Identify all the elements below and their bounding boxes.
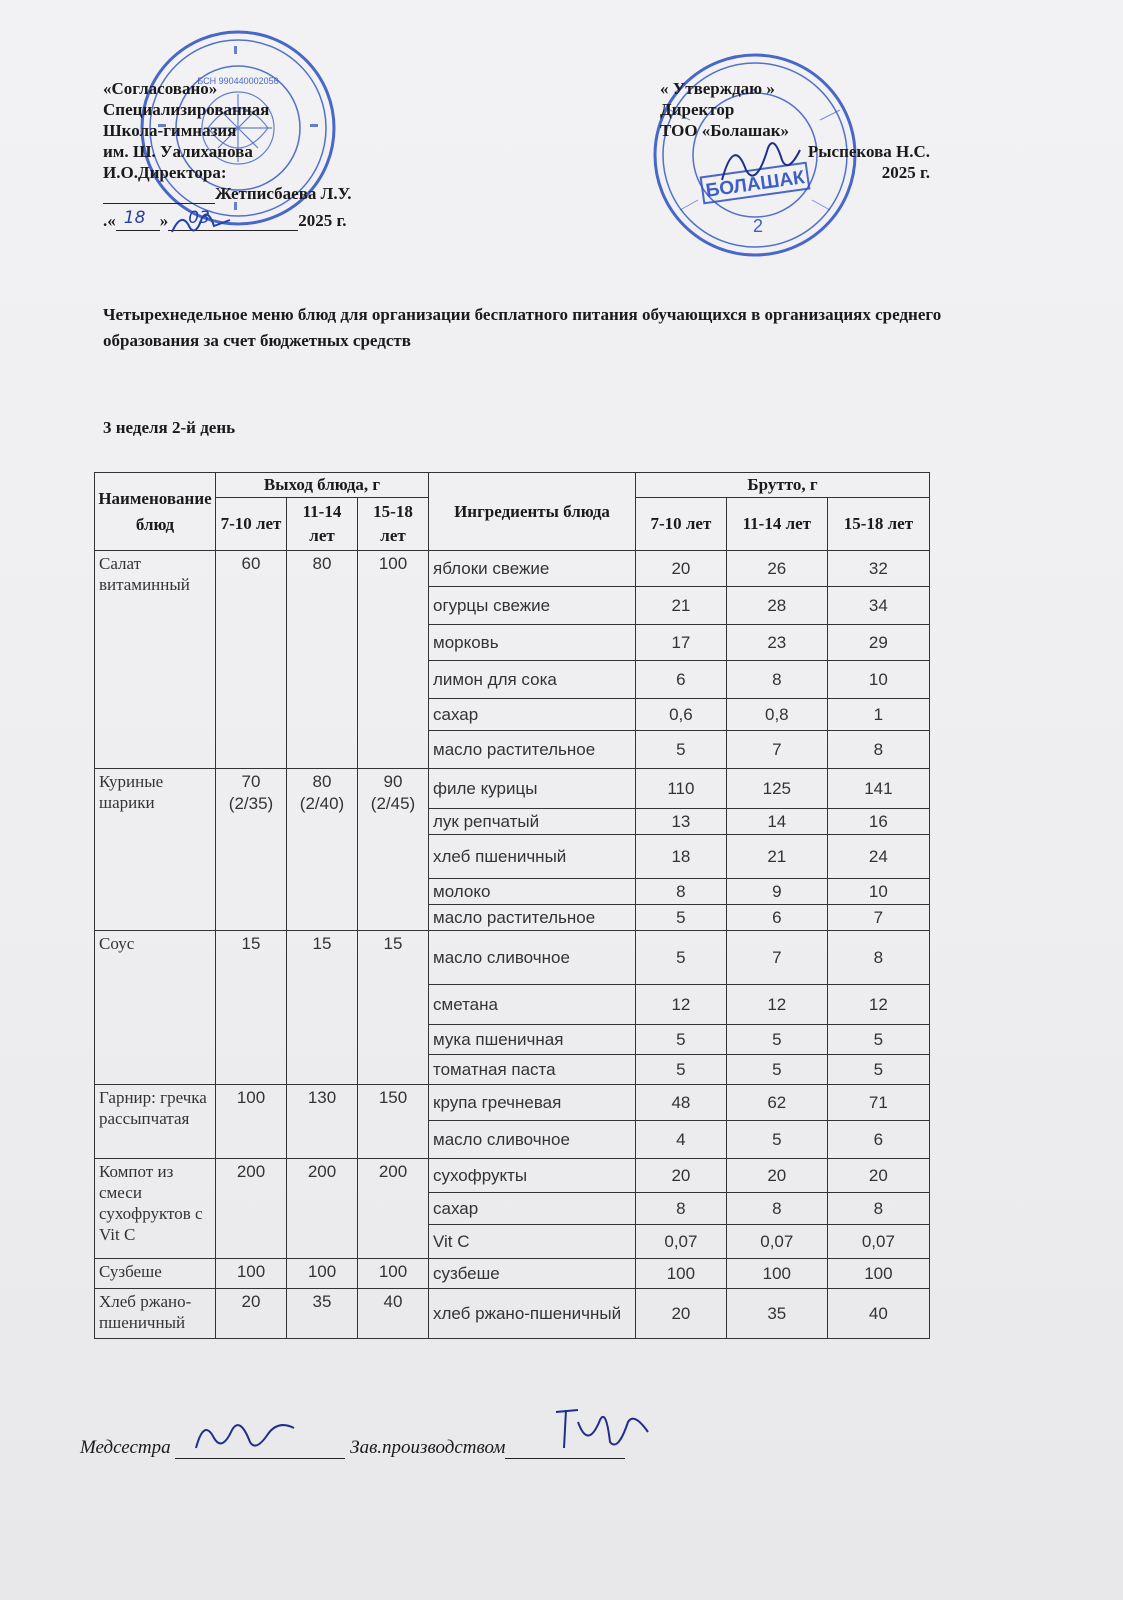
- brutto-age-3: 100: [827, 1259, 929, 1289]
- brutto-age-3: 24: [827, 835, 929, 879]
- brutto-age-1: 8: [636, 1193, 727, 1225]
- ingredient-name: морковь: [429, 625, 636, 661]
- brutto-age-1: 48: [636, 1085, 727, 1121]
- brutto-age-3: 20: [827, 1159, 929, 1193]
- left-signer-name: Жетписбаева Л.У.: [215, 184, 352, 203]
- ingredient-name: огурцы свежие: [429, 587, 636, 625]
- ingredient-name: масло сливочное: [429, 1121, 636, 1159]
- school-line-2: Школа-гимназия: [103, 121, 237, 140]
- yield-age-3: 90 (2/45): [358, 769, 429, 931]
- brutto-age-3: 12: [827, 985, 929, 1025]
- left-header-signature: [168, 206, 238, 240]
- brutto-age-3: 29: [827, 625, 929, 661]
- table-row: [95, 1085, 930, 1121]
- brutto-age-3: 8: [827, 931, 929, 985]
- brutto-age-1: 21: [636, 587, 727, 625]
- right-date: 2025 г.: [881, 163, 930, 182]
- brutto-age-1: 18: [636, 835, 727, 879]
- ingredient-name: лимон для сока: [429, 661, 636, 699]
- brutto-age-1: 20: [636, 551, 727, 587]
- table-row: [95, 551, 930, 587]
- brutto-age-1: 5: [636, 1025, 727, 1055]
- yield-age-3: 40: [358, 1289, 429, 1339]
- brutto-age-3: 71: [827, 1085, 929, 1121]
- header-yield-age-1: 7-10 лет: [216, 498, 287, 551]
- brutto-age-3: 10: [827, 879, 929, 905]
- brutto-age-1: 13: [636, 809, 727, 835]
- director-label: И.О.Директора:: [103, 163, 227, 182]
- brutto-age-3: 8: [827, 731, 929, 769]
- production-signature: [548, 1402, 658, 1460]
- yield-age-2: 15: [287, 931, 358, 1085]
- brutto-age-2: 14: [726, 809, 827, 835]
- brutto-age-1: 0,07: [636, 1225, 727, 1259]
- ingredient-name: филе курицы: [429, 769, 636, 809]
- dish-name: Сузбеше: [95, 1259, 216, 1289]
- brutto-age-2: 0,8: [726, 699, 827, 731]
- ingredient-name: лук репчатый: [429, 809, 636, 835]
- yield-age-3: 150: [358, 1085, 429, 1159]
- agreed-label: «Согласовано»: [103, 79, 218, 98]
- yield-age-2: 80: [287, 551, 358, 769]
- brutto-age-3: 5: [827, 1025, 929, 1055]
- document-title: Четырехнедельное меню блюд для организации бесплатного питания обучающихся в организациях среднего образования за счет бюджетных средств: [103, 305, 942, 350]
- brutto-age-1: 17: [636, 625, 727, 661]
- yield-age-3: 100: [358, 1259, 429, 1289]
- production-label: Зав.производством: [350, 1437, 506, 1458]
- brutto-age-3: 7: [827, 905, 929, 931]
- brutto-age-1: 4: [636, 1121, 727, 1159]
- brutto-age-2: 62: [726, 1085, 827, 1121]
- brutto-age-1: 110: [636, 769, 727, 809]
- brutto-age-3: 6: [827, 1121, 929, 1159]
- header-brutto-age-1: 7-10 лет: [636, 498, 727, 551]
- table-row: [95, 931, 930, 985]
- ingredient-name: масло сливочное: [429, 931, 636, 985]
- dish-name: Гарнир: гречка рассыпчатая: [95, 1085, 216, 1159]
- header-brutto-age-2: 11-14 лет: [726, 498, 827, 551]
- yield-age-2: 200: [287, 1159, 358, 1259]
- yield-age-1: 70 (2/35): [216, 769, 287, 931]
- date-prefix: .«: [103, 211, 116, 230]
- yield-age-1: 100: [216, 1085, 287, 1159]
- dish-name: Соус: [95, 931, 216, 1085]
- brutto-age-3: 32: [827, 551, 929, 587]
- header-ingredients: Ингредиенты блюда: [429, 473, 636, 551]
- date-day: 18: [123, 208, 146, 228]
- table-row: [95, 1159, 930, 1193]
- brutto-age-1: 12: [636, 985, 727, 1025]
- table-row: [95, 769, 930, 809]
- ingredient-name: сухофрукты: [429, 1159, 636, 1193]
- header-dish: Наименование блюд: [95, 473, 216, 551]
- brutto-age-3: 0,07: [827, 1225, 929, 1259]
- dish-name: Салат витаминный: [95, 551, 216, 769]
- brutto-age-3: 40: [827, 1289, 929, 1339]
- table-row: [95, 1289, 930, 1339]
- right-stamp-name: БОЛАШАК: [704, 167, 806, 202]
- brutto-age-3: 8: [827, 1193, 929, 1225]
- brutto-age-1: 6: [636, 661, 727, 699]
- ingredient-name: масло растительное: [429, 905, 636, 931]
- ingredient-name: хлеб пшеничный: [429, 835, 636, 879]
- yield-age-1: 20: [216, 1289, 287, 1339]
- brutto-age-2: 7: [726, 931, 827, 985]
- brutto-age-2: 125: [726, 769, 827, 809]
- yield-age-3: 200: [358, 1159, 429, 1259]
- yield-age-3: 100: [358, 551, 429, 769]
- dish-name: Куриные шарики: [95, 769, 216, 931]
- brutto-age-2: 8: [726, 1193, 827, 1225]
- brutto-age-1: 100: [636, 1259, 727, 1289]
- brutto-age-2: 5: [726, 1025, 827, 1055]
- brutto-age-1: 5: [636, 1055, 727, 1085]
- brutto-age-3: 10: [827, 661, 929, 699]
- ingredient-name: мука пшеничная: [429, 1025, 636, 1055]
- header-brutto: Брутто, г: [636, 473, 930, 498]
- brutto-age-2: 0,07: [726, 1225, 827, 1259]
- brutto-age-2: 26: [726, 551, 827, 587]
- dish-name: Хлеб ржано-пшеничный: [95, 1289, 216, 1339]
- yield-age-1: 200: [216, 1159, 287, 1259]
- yield-age-1: 100: [216, 1259, 287, 1289]
- brutto-age-1: 0,6: [636, 699, 727, 731]
- approve-label: « Утверждаю »: [660, 79, 775, 98]
- brutto-age-2: 12: [726, 985, 827, 1025]
- ingredient-name: сузбеше: [429, 1259, 636, 1289]
- right-stamp-number: 2: [752, 216, 764, 236]
- ingredient-name: Vit C: [429, 1225, 636, 1259]
- ingredient-name: хлеб ржано-пшеничный: [429, 1289, 636, 1339]
- brutto-age-1: 5: [636, 731, 727, 769]
- header-yield: Выход блюда, г: [216, 473, 429, 498]
- brutto-age-2: 100: [726, 1259, 827, 1289]
- right-director-label: Директор: [660, 100, 735, 119]
- ingredient-name: крупа гречневая: [429, 1085, 636, 1121]
- ingredient-name: масло растительное: [429, 731, 636, 769]
- yield-age-3: 15: [358, 931, 429, 1085]
- company-name: ТОО «Болашак»: [660, 121, 790, 140]
- ingredient-name: сахар: [429, 1193, 636, 1225]
- brutto-age-1: 8: [636, 879, 727, 905]
- header-yield-age-2: 11-14 лет: [287, 498, 358, 551]
- menu-table-body: [95, 551, 930, 1339]
- nurse-label: Медсестра: [80, 1437, 171, 1458]
- brutto-age-2: 28: [726, 587, 827, 625]
- yield-age-1: 15: [216, 931, 287, 1085]
- brutto-age-2: 8: [726, 661, 827, 699]
- yield-age-2: 100: [287, 1259, 358, 1289]
- brutto-age-1: 5: [636, 931, 727, 985]
- date-day-line: [116, 208, 160, 231]
- brutto-age-3: 141: [827, 769, 929, 809]
- ingredient-name: сметана: [429, 985, 636, 1025]
- ingredient-name: томатная паста: [429, 1055, 636, 1085]
- brutto-age-2: 23: [726, 625, 827, 661]
- brutto-age-2: 7: [726, 731, 827, 769]
- header-yield-age-3: 15-18 лет: [358, 498, 429, 551]
- ingredient-name: молоко: [429, 879, 636, 905]
- brutto-age-1: 20: [636, 1289, 727, 1339]
- brutto-age-2: 21: [726, 835, 827, 879]
- ingredient-name: сахар: [429, 699, 636, 731]
- brutto-age-2: 9: [726, 879, 827, 905]
- brutto-age-2: 5: [726, 1055, 827, 1085]
- brutto-age-3: 16: [827, 809, 929, 835]
- menu-table: [94, 472, 930, 1339]
- yield-age-1: 60: [216, 551, 287, 769]
- school-line-1: Специализированная: [103, 100, 270, 119]
- yield-age-2: 80 (2/40): [287, 769, 358, 931]
- left-stamp-bin: БСН 990440002056: [197, 76, 279, 86]
- date-year: 2025 г.: [298, 211, 347, 230]
- brutto-age-1: 20: [636, 1159, 727, 1193]
- brutto-age-3: 5: [827, 1055, 929, 1085]
- brutto-age-2: 20: [726, 1159, 827, 1193]
- brutto-age-1: 5: [636, 905, 727, 931]
- date-mid: »: [159, 211, 169, 230]
- right-signer-name: Рыспекова Н.С.: [807, 142, 930, 161]
- brutto-age-2: 35: [726, 1289, 827, 1339]
- brutto-age-3: 1: [827, 699, 929, 731]
- yield-age-2: 35: [287, 1289, 358, 1339]
- signature-line: [103, 187, 215, 204]
- nurse-signature: [190, 1408, 300, 1458]
- brutto-age-3: 34: [827, 587, 929, 625]
- table-row: [95, 1259, 930, 1289]
- header-brutto-age-3: 15-18 лет: [827, 498, 929, 551]
- dish-name: Компот из смеси сухофруктов с Vit C: [95, 1159, 216, 1259]
- brutto-age-2: 6: [726, 905, 827, 931]
- ingredient-name: яблоки свежие: [429, 551, 636, 587]
- signatures-row: [80, 1436, 625, 1459]
- left-signer-line: [103, 183, 352, 204]
- brutto-age-2: 5: [726, 1121, 827, 1159]
- week-day-subtitle: 3 неделя 2-й день: [103, 418, 236, 437]
- yield-age-2: 130: [287, 1085, 358, 1159]
- school-line-3: им. Ш. Уалиханова: [103, 142, 253, 161]
- right-header-signature: [716, 130, 806, 190]
- date-month: 03: [188, 208, 210, 228]
